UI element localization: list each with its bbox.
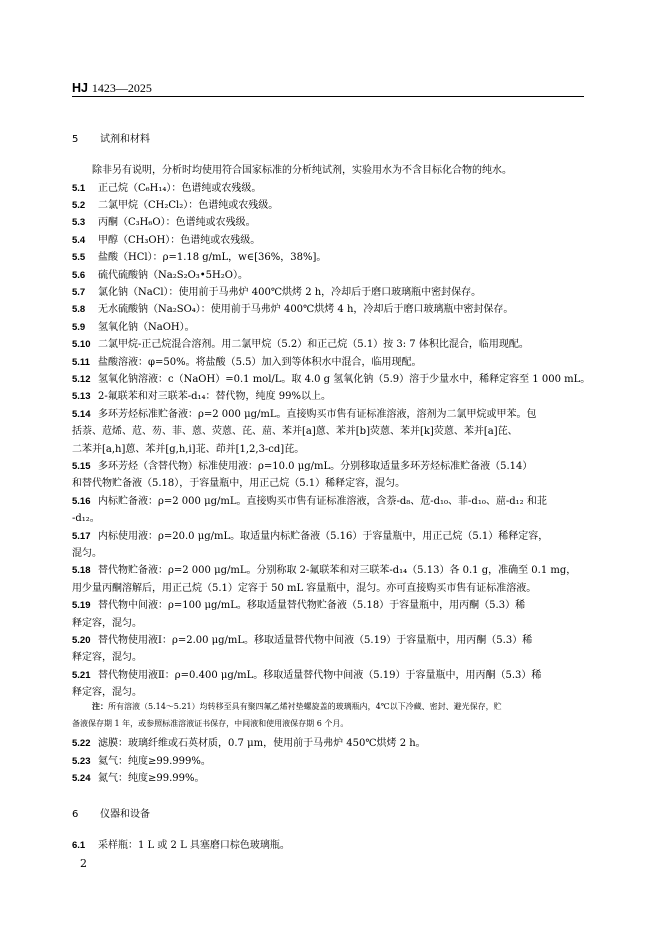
reagent-item <box>72 738 592 750</box>
item-text: 氦气：纯度≥99.999%。 <box>98 755 211 767</box>
note-text: 所有溶液（5.14～5.21）均转移至具有聚四氟乙烯衬垫螺旋盖的玻璃瓶内，4℃以下冷藏、密封、避光保存，贮 <box>108 702 502 711</box>
item-continuation: 释定容，混匀。 <box>72 617 142 629</box>
item-text: 滤膜：玻璃纤维或石英材质，0.7 μm，使用前于马弗炉 450℃烘烤 2 h。 <box>98 738 426 749</box>
note-line <box>92 702 502 712</box>
equipment-item-6-1: 6.1 采样瓶：1 L 或 2 L 具塞磨口棕色玻璃瓶。 <box>72 840 290 851</box>
reagent-item <box>72 183 592 195</box>
intro-paragraph: 除非另有说明，分析时均使用符合国家标准的分析纯试剂，实验用水为不含目标化合物的纯水。 <box>92 165 512 176</box>
reagent-item <box>72 287 592 299</box>
item-text: 2-氟联苯和对三联苯-d₁₄：替代物，纯度 99%以上。 <box>98 391 331 403</box>
reagent-item <box>72 461 592 473</box>
item-text: 内标使用液：ρ=20.0 μg/mL。取适量内标贮备液（5.16）于容量瓶中，用正己烷（5.1）稀释定容， <box>98 530 549 542</box>
item-number: 5.5 <box>72 252 86 264</box>
item-text: 多环芳烃（含替代物）标准使用液：ρ=10.0 μg/mL。分别移取适量多环芳烃标准贮备液（5.14） <box>98 460 533 472</box>
header-rule <box>72 96 584 97</box>
item-text: 替代物使用液Ⅱ：ρ=0.400 μg/mL。移取适量替代物中间液（5.19）于容量瓶中，用丙酮（5.3）稀 <box>98 669 542 681</box>
reagent-item <box>72 565 592 577</box>
item-text: 替代物使用液Ⅰ：ρ=2.00 μg/mL。移取适量替代物中间液（5.19）于容量瓶中，用丙酮（5.3）稀 <box>98 634 533 646</box>
reagent-item <box>72 635 592 647</box>
item-text: 无水硫酸钠（Na₂SO₄）：使用前于马弗炉 400℃烘烤 4 h，冷却后于磨口玻璃瓶中密封保存。 <box>98 304 514 316</box>
item-continuation: 用少量丙酮溶解后，用正己烷（5.1）定容于 50 mL 容量瓶中，混匀。亦可直接购买市售有证标准溶液。 <box>72 582 537 594</box>
item-number: 5.11 <box>72 356 90 368</box>
item-number: 5.6 <box>72 269 86 281</box>
item-text: 氮气：纯度≥99.99%。 <box>98 773 205 784</box>
item-number: 5.12 <box>72 373 91 385</box>
item-number: 5.13 <box>72 391 91 403</box>
reagent-item <box>72 252 592 264</box>
item-continuation: 二苯并[a,h]蒽、苯并[g,h,i]苝、茚并[1,2,3-cd]芘。 <box>72 443 305 455</box>
reagent-item <box>72 409 592 421</box>
item-text: 硫代硫酸钠（Na₂S₂O₃•5H₂O）。 <box>98 269 248 281</box>
item-number: 5.4 <box>72 234 86 246</box>
item-number: 5.2 <box>72 199 86 211</box>
reagent-item <box>72 357 592 369</box>
reagent-item <box>72 391 592 403</box>
item-number: 5.17 <box>72 530 91 542</box>
item-number: 5.19 <box>72 600 91 612</box>
item-number: 5.20 <box>72 634 91 646</box>
page-number: 2 <box>80 857 87 870</box>
item-text: 甲醇（CH₃OH）：色谱纯或农残级。 <box>98 234 261 246</box>
item-text: 替代物贮备液：ρ=2 000 μg/mL。分别称取 2-氟联苯和对三联苯-d₁₄（5.13）各 0.1 g，准确至 0.1 mg， <box>98 565 577 577</box>
item-text: 盐酸溶液：φ=50%。将盐酸（5.5）加入到等体积水中混合，临用现配。 <box>98 356 422 368</box>
item-text: 替代物中间液：ρ=100 μg/mL。移取适量替代物贮备液（5.18）于容量瓶中，用丙酮（5.3）稀 <box>98 600 526 612</box>
item-number: 5.24 <box>72 773 91 784</box>
item-text: 氢氧化钠溶液：c（NaOH）=0.1 mol/L。取 4.0 g 氢氧化钠（5.9）溶于少量水中，稀释定容至 1 000 mL。 <box>98 373 591 385</box>
note-label: 注： <box>92 702 108 711</box>
item-number: 5.14 <box>72 408 91 420</box>
item-number: 5.9 <box>72 321 86 333</box>
item-text: 二氯甲烷（CH₂Cl₂）：色谱纯或农残级。 <box>98 199 279 211</box>
reagent-item <box>72 773 592 785</box>
note-line: 备液保存期 1 年，或参照标准溶液证书保存，中间液和使用液保存期 6 个月。 <box>72 719 349 728</box>
reagent-item <box>72 531 592 543</box>
section-5-heading: 5 试剂和材料 <box>72 134 150 145</box>
reagent-item <box>72 270 592 282</box>
item-number: 5.23 <box>72 755 91 767</box>
reagent-item <box>72 304 592 316</box>
reagent-item <box>72 670 592 682</box>
item-number: 5.18 <box>72 565 91 577</box>
item-number: 5.22 <box>72 738 91 749</box>
standard-number: 1423—2025 <box>91 81 152 95</box>
item-text: 丙酮（C₃H₆O）：色谱纯或农残级。 <box>98 217 256 229</box>
item-number: 5.3 <box>72 217 86 229</box>
item-text: 氢氧化钠（NaOH）。 <box>98 321 195 333</box>
item-text: 氯化钠（NaCl）：使用前于马弗炉 400℃烘烤 2 h，冷却后于磨口玻璃瓶中密封保存。 <box>98 286 482 298</box>
item-continuation: 和替代物贮备液（5.18），于容量瓶中，用正己烷（5.1）稀释定容，混匀。 <box>72 478 406 490</box>
reagent-item <box>72 217 592 229</box>
item-number: 5.7 <box>72 286 86 298</box>
standard-header <box>72 81 152 96</box>
item-text: 盐酸（HCl）：ρ=1.18 g/mL，w∈[36%，38%]。 <box>98 252 327 264</box>
reagent-item <box>72 496 592 508</box>
reagent-item <box>72 235 592 247</box>
item-continuation: 释定容，混匀。 <box>72 652 142 664</box>
item-number: 5.10 <box>72 339 91 351</box>
standard-code: HJ <box>72 81 88 95</box>
item-continuation: -d₁₂。 <box>72 513 100 525</box>
item-number: 5.15 <box>72 460 91 472</box>
item-continuation: 混匀。 <box>72 547 102 559</box>
item-number: 5.8 <box>72 304 86 316</box>
reagent-item <box>72 756 592 768</box>
item-text: 二氯甲烷-正己烷混合溶剂。用二氯甲烷（5.2）和正己烷（5.1）按 3: 7 体积比混合，临用现配。 <box>98 339 529 351</box>
item-number: 5.21 <box>72 669 91 681</box>
reagent-item <box>72 339 592 351</box>
reagent-item <box>72 374 592 386</box>
reagent-item <box>72 200 592 212</box>
item-text: 多环芳烃标准贮备液：ρ=2 000 μg/mL。直接购买市售有证标准溶液，溶剂为二氯甲烷或甲苯。包 <box>98 408 537 420</box>
item-continuation: 释定容，混匀。 <box>72 687 142 699</box>
item-continuation: 括萘、苊烯、苊、芴、菲、蒽、荧蒽、芘、䓛、苯并[a]蒽、苯并[b]荧蒽、苯并[k]荧蒽、苯并[a]芘、 <box>72 426 518 438</box>
item-text: 正己烷（C₆H₁₄）：色谱纯或农残级。 <box>98 182 262 194</box>
item-text: 内标贮备液：ρ=2 000 μg/mL。直接购买市售有证标准溶液，含萘-d₈、苊-d₁₀、菲-d₁₀、䓛-d₁₂ 和苝 <box>98 495 547 507</box>
reagent-item <box>72 322 592 334</box>
item-number: 5.16 <box>72 495 91 507</box>
section-6-heading: 6 仪器和设备 <box>72 809 150 820</box>
item-number: 5.1 <box>72 182 86 194</box>
reagent-item <box>72 600 592 612</box>
